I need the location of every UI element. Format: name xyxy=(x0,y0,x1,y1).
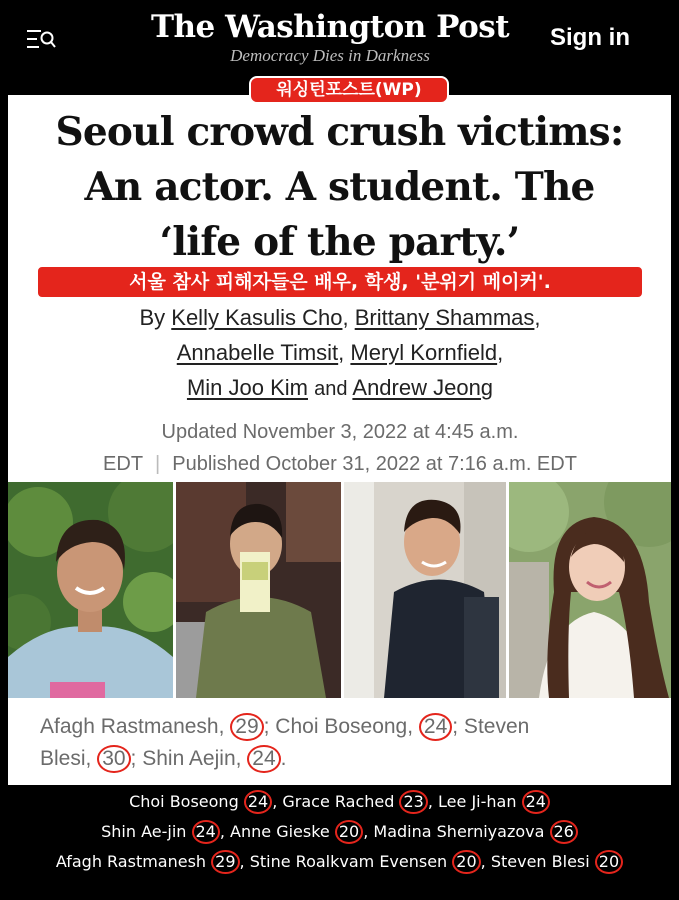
victim-age: 29 xyxy=(211,850,239,874)
published-timestamp xyxy=(20,449,660,479)
victim-name: Lee Ji-han xyxy=(438,792,517,811)
byline-and: and xyxy=(314,378,348,400)
circled-age: 29 xyxy=(230,713,263,741)
masthead[interactable] xyxy=(150,8,510,66)
victim-name: Madina Sherniyazova xyxy=(373,822,545,841)
caption-text: Afagh Rastmanesh, xyxy=(40,715,231,738)
site-logo[interactable]: The Washington Post xyxy=(150,9,510,45)
victims-line xyxy=(0,788,679,818)
victim-sep: , xyxy=(427,792,433,811)
victim-photo xyxy=(176,482,341,698)
caption-text: Blesi, xyxy=(40,747,98,770)
menu-search-icon[interactable] xyxy=(24,26,58,54)
victim-sep: , xyxy=(219,822,225,841)
meta-separator: | xyxy=(155,453,161,475)
victim-photo xyxy=(344,482,506,698)
headline-line: Seoul crowd crush victims: xyxy=(55,109,624,155)
korean-headline-label: 서울 참사 피해자들은 배우, 학생, '분위기 메이커'. xyxy=(36,265,644,299)
victim-name: Afagh Rastmanesh xyxy=(55,852,207,871)
victims-line xyxy=(0,848,679,878)
victims-list xyxy=(0,788,679,878)
victim-name: Steven Blesi xyxy=(490,852,590,871)
author-link[interactable]: Annabelle Timsit xyxy=(176,340,339,365)
victim-age: 20 xyxy=(595,850,623,874)
caption-text: ; Choi Boseong, xyxy=(263,715,419,738)
victim-name: Grace Rached xyxy=(282,792,395,811)
author-link[interactable]: Kelly Kasulis Cho xyxy=(171,305,343,330)
circled-age: 30 xyxy=(97,745,130,773)
victim-photo xyxy=(509,482,671,698)
author-link[interactable]: Meryl Kornfield xyxy=(350,340,498,365)
victim-photo xyxy=(8,482,173,698)
circled-age: 24 xyxy=(419,713,452,741)
victim-name: Shin Ae-jin xyxy=(101,822,187,841)
victim-name: Choi Boseong xyxy=(129,792,239,811)
byline: By Kelly Kasulis Cho, Brittany Shammas, Annabelle Timsit, Meryl Kornfield, Min Joo Kim and Andrew Jeong xyxy=(139,305,541,400)
circled-age: 24 xyxy=(247,745,280,773)
wp-korean-label: 워싱턴포스트(WP) xyxy=(249,76,449,104)
victim-age: 20 xyxy=(335,820,363,844)
updated-timestamp: Updated November 3, 2022 at 4:45 a.m. xyxy=(161,421,519,443)
victim-sep: , xyxy=(363,822,369,841)
caption-text: ; Steven xyxy=(452,715,530,738)
victim-age: 20 xyxy=(452,850,480,874)
published-text: Published October 31, 2022 at 7:16 a.m. EDT xyxy=(172,453,577,475)
caption-text: ; Shin Aejin, xyxy=(130,747,248,770)
victim-age: 26 xyxy=(550,820,578,844)
victim-age: 24 xyxy=(244,790,272,814)
victim-age: 24 xyxy=(192,820,220,844)
sign-in-button[interactable]: Sign in xyxy=(550,24,630,51)
site-tagline: Democracy Dies in Darkness xyxy=(230,46,430,65)
caption-text: . xyxy=(280,747,287,770)
headline-line: ‘life of the party.’ xyxy=(159,219,520,265)
author-link[interactable]: Andrew Jeong xyxy=(352,375,494,400)
photo-caption xyxy=(40,711,640,775)
victim-age: 24 xyxy=(522,790,550,814)
victims-line xyxy=(0,818,679,848)
article-headline xyxy=(12,105,667,270)
updated-timezone: EDT xyxy=(103,453,144,475)
author-link[interactable]: Min Joo Kim xyxy=(186,375,308,400)
victim-sep: , xyxy=(239,852,245,871)
victim-sep: , xyxy=(272,792,278,811)
victim-sep: , xyxy=(480,852,486,871)
byline-prefix: By xyxy=(139,305,166,330)
victim-name: Stine Roalkvam Evensen xyxy=(249,852,448,871)
headline-line: An actor. A student. The xyxy=(84,164,595,210)
author-link[interactable]: Brittany Shammas xyxy=(354,305,535,330)
victim-age: 23 xyxy=(399,790,427,814)
victim-name: Anne Gieske xyxy=(230,822,330,841)
